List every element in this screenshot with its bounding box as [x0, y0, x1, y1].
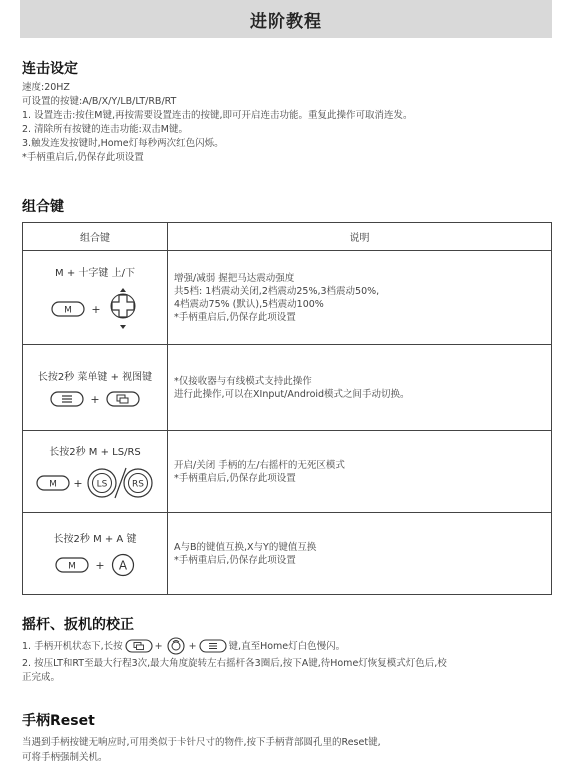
m-button-icon-label: M — [49, 479, 58, 490]
combo-desc-cell — [168, 345, 552, 431]
table-row — [23, 431, 552, 513]
reset-line-1: 当遇到手柄按键无响应时,可用类似于卡针尺寸的物件,按下手柄背部圆孔里的Reset键, — [22, 737, 381, 748]
a-icon-label: A — [118, 558, 127, 573]
combo-desc-cell — [168, 431, 552, 513]
combo-desc-line: A与B的键值互换,X与Y的键值互换 — [174, 541, 317, 553]
combo-desc-line: *手柄重启后,仍保存此项设置 — [174, 472, 296, 484]
m-button-icon-label: M — [64, 305, 73, 316]
calibration-line-1 — [22, 637, 345, 655]
turbo-line: *手柄重启后,仍保存此项设置 — [22, 152, 144, 163]
turbo-line: 速度:20HZ — [22, 82, 70, 93]
a-button-icon — [111, 553, 135, 577]
plus-sign: + — [188, 640, 197, 652]
combo-key-label: 长按2秒 菜单键 + 视图键 — [37, 372, 153, 383]
table-header-row — [23, 223, 552, 251]
ls-rs-stick-icon — [86, 466, 154, 500]
combo-key-cell — [23, 251, 168, 345]
combo-key-cell — [23, 513, 168, 595]
table-row — [23, 345, 552, 431]
plus-sign: + — [154, 640, 163, 652]
table-row — [23, 251, 552, 345]
calibration-line-1-prefix: 1. 手柄开机状态下,长按 — [22, 640, 123, 652]
table-row — [23, 513, 552, 595]
combo-desc-cell — [168, 251, 552, 345]
combo-section-title: 组合键 — [22, 199, 64, 215]
m-button-icon — [36, 475, 70, 491]
combo-key-label: 长按2秒 M + A 键 — [53, 534, 137, 545]
view-button-icon — [125, 639, 153, 653]
view-button-icon — [106, 391, 140, 407]
column-header-combo: 组合键 — [23, 223, 168, 251]
combo-desc-line: *手柄重启后,仍保存此项设置 — [174, 311, 296, 323]
calibration-line-2: 2. 按压LT和RT至最大行程3次,最大角度旋转左右摇杆各3圈后,按下A键,待Home灯恢复模式灯色后,校 — [22, 658, 447, 669]
combo-desc-cell — [168, 513, 552, 595]
combo-table — [22, 222, 552, 595]
plus-sign: + — [90, 392, 100, 406]
rs-icon-label: RS — [131, 479, 144, 490]
m-button-icon — [55, 557, 89, 573]
plus-sign: + — [95, 558, 105, 572]
column-header-desc: 说明 — [168, 223, 552, 251]
combo-desc-line: 进行此操作,可以在XInput/Android模式之间手动切换。 — [174, 388, 410, 400]
combo-desc-line: *仅接收器与有线模式支持此操作 — [174, 375, 312, 387]
plus-sign: + — [91, 302, 101, 316]
turbo-line: 3.触发连发按键时,Home灯每秒两次红色闪烁。 — [22, 138, 224, 149]
turbo-line: 1. 设置连击:按住M键,再按需要设置连击的按键,即可开启连击功能。重复此操作可取消连发。 — [22, 110, 413, 121]
menu-button-icon — [50, 391, 84, 407]
home-button-icon — [165, 637, 187, 655]
turbo-line: 2. 清除所有按键的连击功能:双击M键。 — [22, 124, 188, 135]
page-title: 进阶教程 — [250, 11, 322, 32]
menu-button-icon — [199, 639, 227, 653]
turbo-section-title: 连击设定 — [22, 61, 78, 77]
calibration-section-title: 摇杆、扳机的校正 — [22, 617, 134, 633]
m-button-icon-label: M — [68, 561, 77, 572]
calibration-line-3: 正完成。 — [22, 672, 61, 683]
ls-icon-label: LS — [96, 479, 107, 490]
combo-key-cell — [23, 431, 168, 513]
combo-key-cell — [23, 345, 168, 431]
turbo-line: 可设置的按键:A/B/X/Y/LB/LT/RB/RT — [22, 96, 177, 107]
combo-desc-line: 共5档: 1档震动关闭,2档震动25%,3档震动50%, — [174, 285, 380, 297]
combo-desc-line: 增强/减弱 握把马达震动强度 — [174, 272, 295, 284]
combo-desc-line: *手柄重启后,仍保存此项设置 — [174, 554, 296, 566]
page-title-banner — [20, 0, 552, 38]
combo-key-label: 长按2秒 M + LS/RS — [49, 447, 141, 458]
plus-sign: + — [73, 476, 83, 490]
m-button-icon — [51, 301, 85, 317]
reset-line-2: 可将手柄强制关机。 — [22, 752, 108, 763]
dpad-up-down-icon — [107, 287, 139, 331]
combo-key-label: M + 十字键 上/下 — [55, 268, 135, 279]
reset-section-title: 手柄Reset — [22, 713, 95, 729]
combo-desc-line: 开启/关闭 手柄的左/右摇杆的无死区模式 — [174, 459, 345, 471]
combo-desc-line: 4档震动75% (默认),5档震动100% — [174, 298, 324, 310]
calibration-line-1-suffix: 键,直至Home灯白色慢闪。 — [228, 640, 346, 652]
